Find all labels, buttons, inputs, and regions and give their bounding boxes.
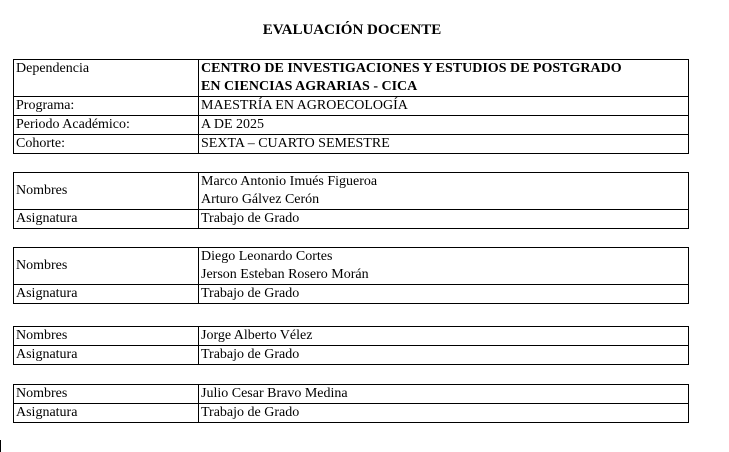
cohorte-value: SEXTA – CUARTO SEMESTRE [199,135,689,154]
subject-value: Trabajo de Grado [199,210,689,229]
dependencia-value [199,60,689,97]
teacher-name: Jorge Alberto Vélez [201,328,313,343]
cohorte-label: Cohorte: [14,135,199,154]
table-row [14,173,689,210]
dependencia-value-line2: EN CIENCIAS AGRARIAS - CICA [201,79,418,94]
table-row [14,404,689,423]
table-row-cohorte [14,135,689,154]
teacher-block-3 [13,326,689,365]
table-row [14,248,689,285]
table-row [14,385,689,404]
teacher-name: Diego Leonardo Cortes [201,249,333,264]
table-row [14,346,689,365]
subject-label: Asignatura [14,210,199,229]
names-value [199,385,689,404]
periodo-label: Periodo Académico: [14,116,199,135]
names-value [199,327,689,346]
subject-label: Asignatura [14,285,199,304]
table-row-programa [14,97,689,116]
teacher-name: Julio Cesar Bravo Medina [201,386,348,401]
header-info-table [13,59,689,154]
teacher-name: Arturo Gálvez Cerón [201,192,320,207]
names-label: Nombres [14,248,199,285]
names-label: Nombres [14,385,199,404]
teacher-name: Marco Antonio Imués Figueroa [201,174,378,189]
teacher-block-2 [13,247,689,304]
subject-label: Asignatura [14,404,199,423]
names-value [199,173,689,210]
table-row-periodo [14,116,689,135]
names-label: Nombres [14,173,199,210]
subject-label: Asignatura [14,346,199,365]
table-row [14,327,689,346]
programa-value: MAESTRÍA EN AGROECOLOGÍA [199,97,689,116]
programa-label: Programa: [14,97,199,116]
names-label: Nombres [14,327,199,346]
subject-value: Trabajo de Grado [199,404,689,423]
text-cursor-mark [0,440,1,452]
names-value [199,248,689,285]
teacher-block-1 [13,172,689,229]
periodo-value: A DE 2025 [199,116,689,135]
dependencia-value-line1: CENTRO DE INVESTIGACIONES Y ESTUDIOS DE POSTGRADO [201,61,622,76]
table-row-dependencia [14,60,689,97]
table-row [14,285,689,304]
subject-value: Trabajo de Grado [199,346,689,365]
subject-value: Trabajo de Grado [199,285,689,304]
teacher-block-4 [13,384,689,423]
table-row [14,210,689,229]
dependencia-label: Dependencia [14,60,199,97]
teacher-name: Jerson Esteban Rosero Morán [201,267,369,282]
page-title: EVALUACIÓN DOCENTE [262,22,442,38]
